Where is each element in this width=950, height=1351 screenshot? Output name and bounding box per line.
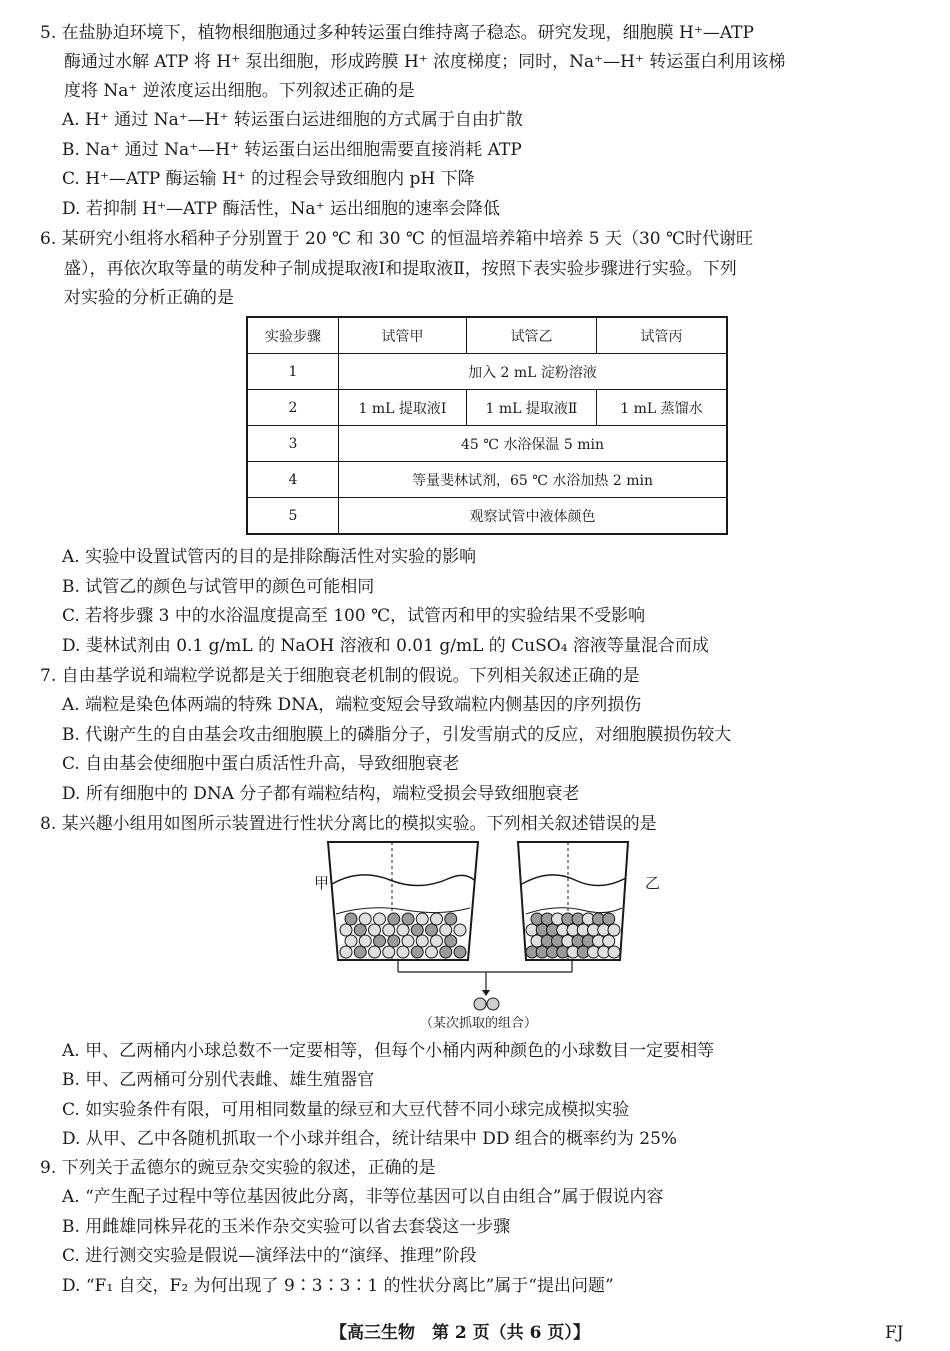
ball: [340, 924, 352, 936]
table-merged-cell: 加入 2 mL 淀粉溶液: [339, 354, 728, 390]
ball: [402, 913, 414, 925]
q5-option-d: D. 若抑制 H⁺—ATP 酶活性，Na⁺ 运出细胞的速率会降低: [62, 199, 500, 219]
ball: [445, 913, 457, 925]
ball: [345, 935, 357, 947]
table-row: [247, 426, 727, 462]
q5-option-b: B. Na⁺ 通过 Na⁺—H⁺ 转运蛋白运出细胞需要直接消耗 ATP: [62, 140, 522, 160]
ball: [374, 913, 386, 925]
ball: [445, 935, 457, 947]
ball: [416, 935, 428, 947]
balls-jia: [340, 913, 466, 958]
bucket-yi-label: 乙: [645, 874, 661, 892]
drawn-combination: [474, 998, 499, 1010]
ball: [608, 924, 620, 936]
ball: [397, 946, 409, 958]
connector-lines: [398, 960, 572, 996]
q6-option-b: B. 试管乙的颜色与试管甲的颜色可能相同: [62, 577, 375, 597]
q6-stem-line-1: 6. 某研究小组将水稻种子分别置于 20 ℃ 和 30 ℃ 的恒温培养箱中培养 5 天（30 ℃时代谢旺: [40, 229, 754, 249]
table-header-tube-c: 试管丙: [597, 317, 728, 354]
table-header-tube-a: 试管甲: [339, 317, 467, 354]
table-row: [247, 390, 727, 426]
ball: [374, 935, 386, 947]
ball: [411, 946, 423, 958]
table-merged-cell: 等量斐林试剂，65 ℃ 水浴加热 2 min: [339, 462, 728, 498]
ball: [388, 935, 400, 947]
table-row: [247, 462, 727, 498]
q9-option-c: C. 进行测交实验是假说—演绎法中的“演绎、推理”阶段: [62, 1246, 477, 1266]
ball: [397, 924, 409, 936]
table-cell: 1 mL 蒸馏水: [597, 390, 728, 426]
ball: [388, 913, 400, 925]
ball: [440, 946, 452, 958]
ball: [608, 946, 620, 958]
table-row: [247, 354, 727, 390]
ball: [383, 946, 395, 958]
page-footer: [0, 1320, 950, 1346]
table-merged-cell: 45 ℃ 水浴保温 5 min: [339, 426, 728, 462]
q8-option-b: B. 甲、乙两桶可分别代表雌、雄生殖器官: [62, 1070, 375, 1090]
q9-option-b: B. 用雌雄同株异花的玉米作杂交实验可以省去套袋这一步骤: [62, 1217, 511, 1237]
ball: [431, 935, 443, 947]
ball: [369, 924, 381, 936]
table-step-cell: 3: [247, 426, 339, 462]
combination-caption: （某次抓取的组合）: [420, 1016, 538, 1031]
footer-code: FJ: [885, 1323, 904, 1343]
ball: [440, 924, 452, 936]
table-header-tube-b: 试管乙: [467, 317, 597, 354]
experiment-table: [246, 316, 728, 535]
q5-stem-line-1: 5. 在盐胁迫环境下，植物根细胞通过多种转运蛋白维持离子稳态。研究发现，细胞膜 H⁺—ATP: [40, 23, 754, 43]
ball: [369, 946, 381, 958]
ball: [354, 946, 366, 958]
table-row: [247, 498, 727, 535]
q7-option-a: A. 端粒是染色体两端的特殊 DNA，端粒变短会导致端粒内侧基因的序列损伤: [62, 695, 642, 715]
footer-page-info: 【高三生物 第 2 页（共 6 页）】: [330, 1323, 590, 1343]
table-step-cell: 4: [247, 462, 339, 498]
q7-option-b: B. 代谢产生的自由基会攻击细胞膜上的磷脂分子，引发雪崩式的反应，对细胞膜损伤较大: [62, 725, 732, 745]
q7-stem: 7. 自由基学说和端粒学说都是关于细胞衰老机制的假说。下列相关叙述正确的是: [40, 666, 640, 686]
ball: [416, 913, 428, 925]
q5-stem-line-2: 酶通过水解 ATP 将 H⁺ 泵出细胞，形成跨膜 H⁺ 浓度梯度；同时，Na⁺—H⁺ 转运蛋白利用该梯: [64, 52, 786, 72]
q8-option-d: D. 从甲、乙中各随机抓取一个小球并组合，统计结果中 DD 组合的概率约为 25%: [62, 1129, 678, 1149]
q5-option-c: C. H⁺—ATP 酶运输 H⁺ 的过程会导致细胞内 pH 下降: [62, 169, 475, 189]
q9-option-d: D. “F₁ 自交，F₂ 为何出现了 9∶3∶3∶1 的性状分离比”属于“提出问题”: [62, 1276, 614, 1296]
q6-stem-line-3: 对实验的分析正确的是: [64, 288, 234, 308]
ball: [454, 924, 466, 936]
bucket-jia-label: 甲: [314, 874, 330, 892]
q7-option-d: D. 所有细胞中的 DNA 分子都有端粒结构，端粒受损会导致细胞衰老: [62, 784, 580, 804]
q5-stem-line-3: 度将 Na⁺ 逆浓度运出细胞。下列叙述正确的是: [64, 81, 415, 101]
table-step-cell: 2: [247, 390, 339, 426]
ball: [340, 946, 352, 958]
ball: [603, 913, 615, 925]
ball: [359, 913, 371, 925]
q8-stem: 8. 某兴趣小组用如图所示装置进行性状分离比的模拟实验。下列相关叙述错误的是: [40, 814, 657, 834]
q6-stem-line-2: 盛），再依次取等量的萌发种子制成提取液Ⅰ和提取液Ⅱ，按照下表实验步骤进行实验。下列: [64, 259, 737, 279]
table-header-row: [247, 317, 727, 354]
q9-stem: 9. 下列关于孟德尔的豌豆杂交实验的叙述，正确的是: [40, 1158, 436, 1178]
table-step-cell: 1: [247, 354, 339, 390]
ball: [411, 924, 423, 936]
ball: [402, 935, 414, 947]
bucket-figure: [300, 834, 660, 1034]
q6-option-d: D. 斐林试剂由 0.1 g/mL 的 NaOH 溶液和 0.01 g/mL 的 CuSO₄ 溶液等量混合而成: [62, 636, 709, 656]
ball: [603, 935, 615, 947]
q7-option-c: C. 自由基会使细胞中蛋白质活性升高，导致细胞衰老: [62, 754, 460, 774]
ball: [354, 924, 366, 936]
q6-option-c: C. 若将步骤 3 中的水浴温度提高至 100 ℃，试管丙和甲的实验结果不受影响: [62, 606, 646, 626]
table-cell: 1 mL 提取液Ⅰ: [339, 390, 467, 426]
table-header-step: 实验步骤: [247, 317, 339, 354]
table-step-cell: 5: [247, 498, 339, 535]
ball: [426, 946, 438, 958]
ball: [345, 913, 357, 925]
q8-option-a: A. 甲、乙两桶内小球总数不一定要相等，但每个小桶内两种颜色的小球数目一定要相等: [62, 1041, 715, 1061]
ball: [431, 913, 443, 925]
q9-option-a: A. “产生配子过程中等位基因彼此分离，非等位基因可以自由组合”属于假说内容: [62, 1187, 664, 1207]
q8-option-c: C. 如实验条件有限，可用相同数量的绿豆和大豆代替不同小球完成模拟实验: [62, 1100, 630, 1120]
balls-yi: [526, 913, 620, 958]
ball: [454, 946, 466, 958]
q6-option-a: A. 实验中设置试管丙的目的是排除酶活性对实验的影响: [62, 547, 477, 567]
q5-option-a: A. H⁺ 通过 Na⁺—H⁺ 转运蛋白运进细胞的方式属于自由扩散: [62, 110, 523, 130]
ball: [383, 924, 395, 936]
table-cell: 1 mL 提取液Ⅱ: [467, 390, 597, 426]
ball: [359, 935, 371, 947]
table-merged-cell: 观察试管中液体颜色: [339, 498, 728, 535]
bucket-diagram: [300, 834, 660, 1034]
ball: [426, 924, 438, 936]
